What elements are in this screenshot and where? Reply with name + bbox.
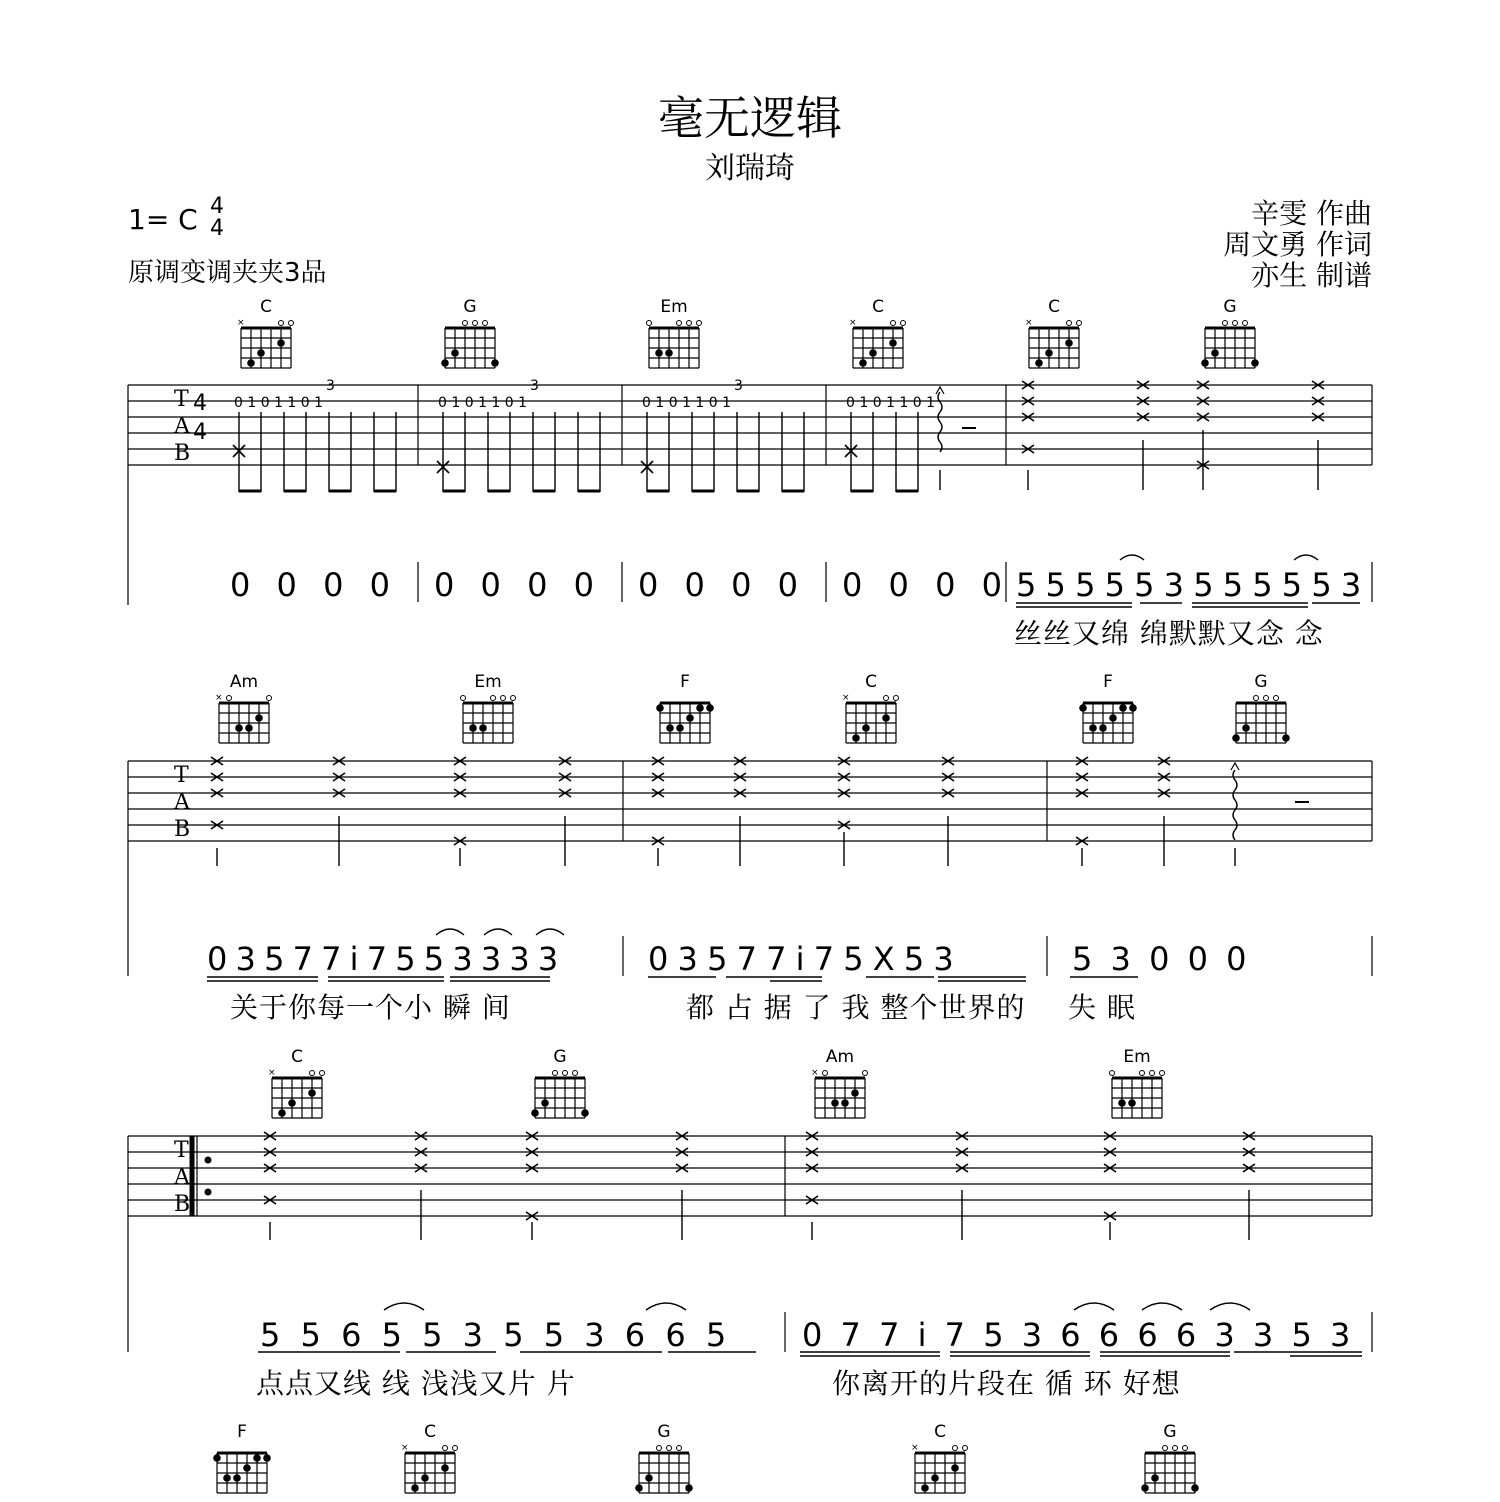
chord-name: C bbox=[1048, 297, 1060, 317]
key-signature: 1= C bbox=[128, 203, 198, 236]
chord-diagram-f bbox=[212, 1422, 272, 1502]
notation-measure: 0 0 0 0 bbox=[434, 566, 595, 604]
chord-grid-icon bbox=[634, 1442, 694, 1500]
chord-name: C bbox=[424, 1422, 436, 1442]
svg-text:×: × bbox=[215, 693, 223, 703]
lyrics-line: 关于你每一个小 瞬 间 bbox=[230, 991, 511, 1024]
tab-numbers: 0 1 0 1 1 0 1 bbox=[438, 395, 528, 411]
chord-grid-icon bbox=[1140, 1442, 1200, 1500]
tab-time-signature: 4 4 bbox=[193, 391, 207, 445]
chord-grid-icon bbox=[910, 1442, 970, 1500]
chord-name: G bbox=[553, 1047, 567, 1067]
svg-text:×: × bbox=[401, 1443, 409, 1453]
svg-text:×: × bbox=[811, 1068, 819, 1078]
chord-grid-icon bbox=[212, 1442, 272, 1500]
chord-name: F bbox=[237, 1422, 247, 1442]
lyrics-line: 失 眠 bbox=[1068, 991, 1136, 1024]
song-title: 毫无逻辑 bbox=[658, 91, 842, 145]
notation-measure: 5 5 6 5 5 3 5 5 3 6 6 5 bbox=[260, 1316, 728, 1354]
chord-name: G bbox=[463, 297, 477, 317]
chord-name: G bbox=[1254, 672, 1268, 692]
triplet-mark: 3 bbox=[734, 378, 743, 394]
chord-name: G bbox=[657, 1422, 671, 1442]
lyrics-line: 你离开的片段在 循 环 好想 bbox=[832, 1367, 1181, 1400]
svg-text:×: × bbox=[849, 318, 857, 328]
tab-clef: T A B bbox=[174, 763, 191, 842]
svg-text:×: × bbox=[268, 1068, 276, 1078]
tab-clef: T A B bbox=[174, 1138, 191, 1217]
chord-name: C bbox=[260, 297, 272, 317]
notation-measure: 0 3 5 7 7 i 7 5 X 5 3 bbox=[648, 940, 955, 978]
chord-diagram-c bbox=[400, 1422, 460, 1502]
chord-name: C bbox=[865, 672, 877, 692]
chord-name: G bbox=[1163, 1422, 1177, 1442]
tab-clef: T A B bbox=[174, 387, 191, 466]
chord-name: Em bbox=[1123, 1047, 1151, 1067]
svg-text:×: × bbox=[842, 693, 850, 703]
chord-diagram-c bbox=[910, 1422, 970, 1502]
tab-numbers: 0 1 0 1 1 0 1 bbox=[846, 395, 936, 411]
notation-measure: 0 3 5 7 7 i 7 5 5 3 3 3 3 bbox=[207, 940, 560, 978]
svg-text:×: × bbox=[911, 1443, 919, 1453]
chord-grid-icon bbox=[400, 1442, 460, 1500]
notation-measure: 0 0 0 0 bbox=[842, 566, 1003, 604]
tab-numbers: 0 1 0 1 1 0 1 bbox=[234, 395, 324, 411]
credit-composer: 辛雯 作曲 bbox=[1251, 197, 1372, 230]
chord-name: Em bbox=[660, 297, 688, 317]
credit-transcriber: 亦生 制谱 bbox=[1251, 259, 1372, 292]
chord-name: Am bbox=[825, 1047, 855, 1067]
lyrics-line: 丝丝又绵 绵默默又念 念 bbox=[1014, 617, 1324, 650]
chord-name: C bbox=[934, 1422, 946, 1442]
time-signature-top: 4 bbox=[210, 194, 224, 219]
triplet-mark: 3 bbox=[530, 378, 539, 394]
notation-measure: 5 5 5 5 5 3 5 5 5 5 5 3 bbox=[1016, 566, 1363, 604]
time-signature-bottom: 4 bbox=[210, 216, 224, 241]
tab-numbers: 0 1 0 1 1 0 1 bbox=[642, 395, 732, 411]
notation-measure: 0 7 7 i 7 5 3 6 6 6 6 3 3 5 3 bbox=[802, 1316, 1352, 1354]
notation-measure: 5 3 0 0 0 bbox=[1072, 940, 1248, 978]
chord-name: Em bbox=[474, 672, 502, 692]
chord-name: G bbox=[1223, 297, 1237, 317]
svg-text:×: × bbox=[237, 318, 245, 328]
capo-note: 原调变调夹夹3品 bbox=[128, 258, 327, 288]
triplet-mark: 3 bbox=[326, 378, 335, 394]
chord-diagram-g bbox=[634, 1422, 694, 1502]
credit-lyricist: 周文勇 作词 bbox=[1223, 228, 1372, 261]
chord-name: Am bbox=[229, 672, 259, 692]
notation-measure: 0 0 0 0 bbox=[638, 566, 799, 604]
chord-name: F bbox=[1103, 672, 1113, 692]
chord-name: F bbox=[680, 672, 690, 692]
svg-text:×: × bbox=[1025, 318, 1033, 328]
notation-measure: 0 0 0 0 bbox=[230, 566, 391, 604]
chord-diagram-g bbox=[1140, 1422, 1200, 1502]
artist-name: 刘瑞琦 bbox=[705, 151, 795, 186]
lyrics-line: 点点又线 线 浅浅又片 片 bbox=[256, 1367, 576, 1400]
chord-name: C bbox=[872, 297, 884, 317]
chord-name: C bbox=[291, 1047, 303, 1067]
lyrics-line: 都 占 据 了 我 整个世界的 bbox=[686, 991, 1026, 1024]
